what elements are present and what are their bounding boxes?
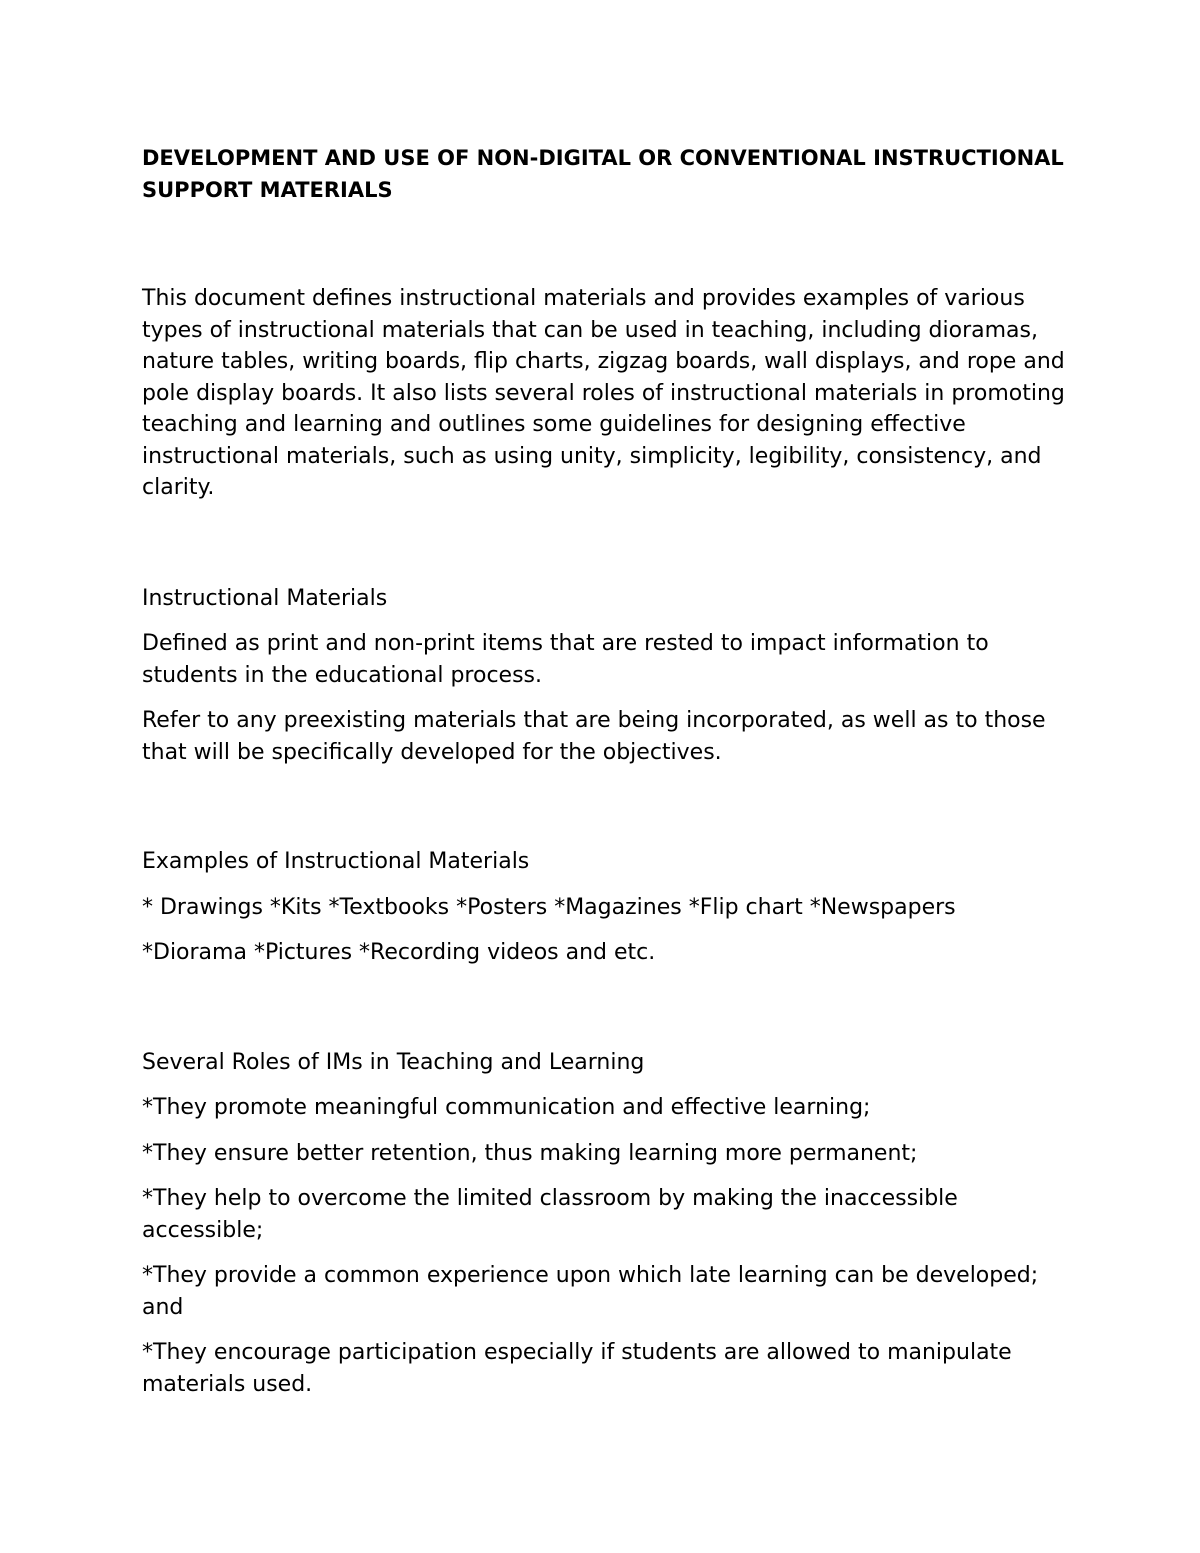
role-item: *They ensure better retention, thus making learning more permanent; [142, 1140, 918, 1166]
examples-line-2: *Diorama *Pictures *Recording videos and etc. [142, 940, 656, 965]
document-summary: This document defines instructional materials and provides examples of various types of instructional materials that can be used in teaching, including dioramas, nature tables, writing boards, flip charts, zigzag boards, wall displays, and rope and pole display boards. It also lists several roles of instructional materials in promoting teaching and learning and outlines some guidelines for designing effective instructional materials, such as using unity, simplicity, legibility, consistency, and clarity. [142, 286, 1065, 500]
role-item: *They help to overcome the limited classroom by making the inaccessible accessible; [142, 1186, 958, 1243]
examples-line-1: * Drawings *Kits *Textbooks *Posters *Magazines *Flip chart *Newspapers [142, 894, 956, 920]
role-item: *They promote meaningful communication and effective learning; [142, 1095, 871, 1120]
document-page [142, 142, 1072, 1400]
role-item: *They provide a common experience upon which late learning can be developed; and [142, 1263, 1039, 1320]
section-heading-instructional-materials: Instructional Materials [142, 585, 388, 611]
section-heading-roles: Several Roles of IMs in Teaching and Learning [142, 1049, 645, 1075]
role-item: *They encourage participation especially if students are allowed to manipulate materials used. [142, 1340, 1012, 1397]
section-heading-examples: Examples of Instructional Materials [142, 849, 530, 874]
document-title: DEVELOPMENT AND USE OF NON-DIGITAL OR CONVENTIONAL INSTRUCTIONAL SUPPORT MATERIALS [142, 146, 1064, 202]
refer-paragraph: Refer to any preexisting materials that are being incorporated, as well as to those that will be specifically developed for the objectives. [142, 708, 1046, 765]
definition-paragraph: Defined as print and non-print items that are rested to impact information to students in the educational process. [142, 631, 989, 688]
